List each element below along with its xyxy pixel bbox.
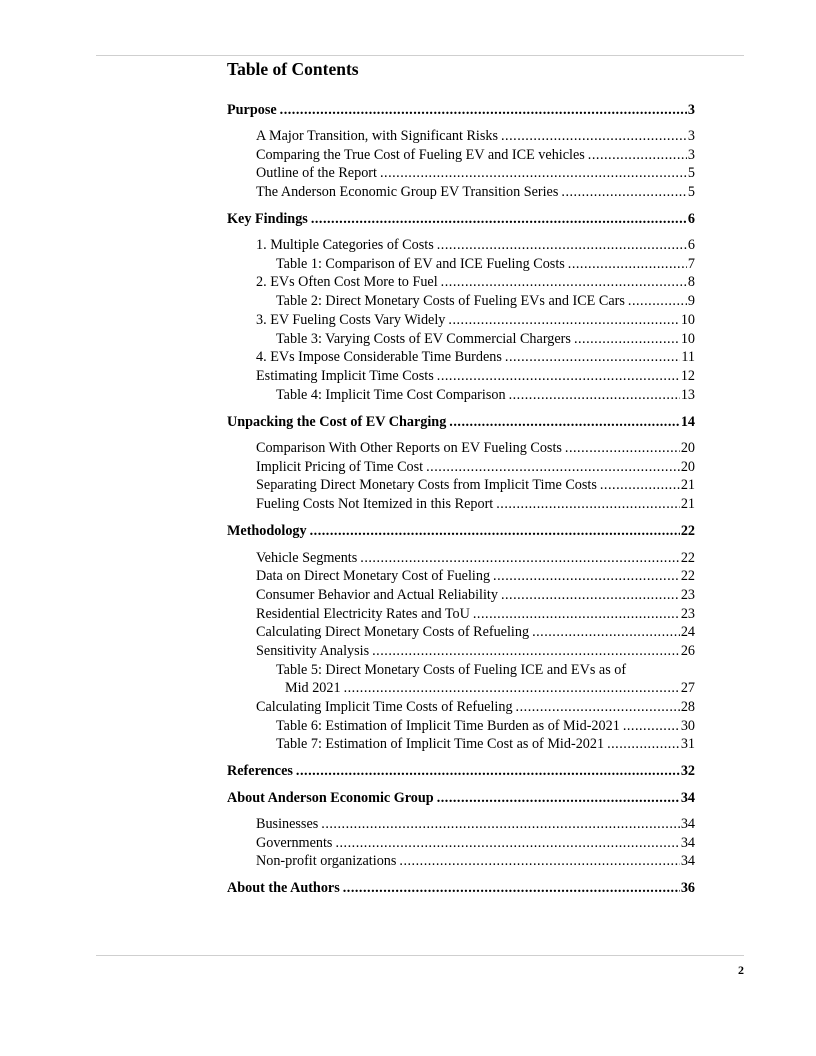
toc-page-number: 22 <box>680 550 695 566</box>
toc-page-number: 21 <box>680 496 695 512</box>
toc-entry[interactable]: Table 1: Comparison of EV and ICE Fueling Costs ..... 7 <box>276 255 695 273</box>
toc-section-purpose[interactable]: Purpose ..... 3 <box>227 101 695 119</box>
toc-page-number: 3 <box>687 128 695 144</box>
toc-entry[interactable]: Estimating Implicit Time Costs ..... 12 <box>256 367 695 385</box>
toc-page-number: 3 <box>687 147 695 163</box>
toc-page-number: 23 <box>680 587 695 603</box>
toc-page-number: 32 <box>680 763 695 779</box>
toc-section-about-aeg[interactable]: About Anderson Economic Group ..... 34 <box>227 789 695 807</box>
toc-section-key-findings[interactable]: Key Findings ..... 6 <box>227 210 695 228</box>
toc-entry[interactable]: A Major Transition, with Significant Risks ..... 3 <box>256 127 695 145</box>
toc-title: Table of Contents <box>227 59 359 79</box>
toc-page-number: 34 <box>680 853 695 869</box>
toc-page-number: 31 <box>680 736 695 752</box>
toc-entry[interactable]: Consumer Behavior and Actual Reliability ..... 23 <box>256 586 695 604</box>
toc-page-number: 13 <box>680 387 695 403</box>
toc-page-number: 8 <box>687 274 695 290</box>
toc-page-number: 20 <box>680 440 695 456</box>
toc-section-unpacking[interactable]: Unpacking the Cost of EV Charging ..... 14 <box>227 413 695 431</box>
toc-page-number: 14 <box>680 414 695 430</box>
toc-page-number: 10 <box>680 331 695 347</box>
toc-page-number: 36 <box>680 880 695 896</box>
toc-entry[interactable]: 4. EVs Impose Considerable Time Burdens ..... 11 <box>256 348 695 366</box>
toc-section-references[interactable]: References ..... 32 <box>227 762 695 780</box>
toc-entry[interactable]: Fueling Costs Not Itemized in this Report ..... 21 <box>256 495 695 513</box>
toc-page-number: 20 <box>680 459 695 475</box>
toc-entry[interactable]: 2. EVs Often Cost More to Fuel ..... 8 <box>256 273 695 291</box>
toc-page-number: 3 <box>687 102 695 118</box>
toc-entry[interactable]: Calculating Direct Monetary Costs of Refueling ..... 24 <box>256 623 695 641</box>
toc-page-number: 5 <box>687 165 695 181</box>
toc-entry[interactable]: 3. EV Fueling Costs Vary Widely ..... 10 <box>256 311 695 329</box>
header-rule <box>96 55 744 56</box>
toc-page-number: 5 <box>687 184 695 200</box>
toc-entry[interactable]: Comparison With Other Reports on EV Fueling Costs ..... 20 <box>256 439 695 457</box>
toc-entry[interactable]: Non-profit organizations ..... 34 <box>256 852 695 870</box>
toc-page-number: 27 <box>680 680 695 696</box>
toc-page-number: 23 <box>680 606 695 622</box>
toc-entry[interactable]: Table 3: Varying Costs of EV Commercial Chargers ..... 10 <box>276 330 695 348</box>
footer-rule <box>96 955 744 956</box>
toc-page-number: 6 <box>687 211 695 227</box>
toc-entry[interactable]: Table 6: Estimation of Implicit Time Burden as of Mid-2021 ..... 30 <box>276 717 695 735</box>
toc-entry[interactable]: The Anderson Economic Group EV Transition Series ..... 5 <box>256 183 695 201</box>
toc-page-number: 22 <box>680 568 695 584</box>
toc-page-number: 11 <box>681 349 695 365</box>
toc-section-about-authors[interactable]: About the Authors ..... 36 <box>227 879 695 897</box>
toc-entry[interactable]: Sensitivity Analysis ..... 26 <box>256 642 695 660</box>
toc-entry[interactable]: Vehicle Segments ..... 22 <box>256 549 695 567</box>
toc-page-number: 6 <box>687 237 695 253</box>
toc-entry[interactable]: Residential Electricity Rates and ToU ..... 23 <box>256 605 695 623</box>
toc-entry[interactable]: Separating Direct Monetary Costs from Implicit Time Costs ..... 21 <box>256 476 695 494</box>
toc-page-number: 34 <box>680 816 695 832</box>
toc-entry[interactable]: Table 4: Implicit Time Cost Comparison ..... 13 <box>276 386 695 404</box>
toc-entry[interactable]: Implicit Pricing of Time Cost ..... 20 <box>256 458 695 476</box>
toc-page-number: 34 <box>680 790 695 806</box>
toc-entry[interactable]: Calculating Implicit Time Costs of Refueling ..... 28 <box>256 698 695 716</box>
toc-page-number: 28 <box>680 699 695 715</box>
toc-entry[interactable]: Table 2: Direct Monetary Costs of Fueling EVs and ICE Cars ..... 9 <box>276 292 695 310</box>
toc-entry[interactable]: Businesses ..... 34 <box>256 815 695 833</box>
toc-page-number: 7 <box>687 256 695 272</box>
toc-section-methodology[interactable]: Methodology ..... 22 <box>227 522 695 540</box>
toc-page-number: 34 <box>680 835 695 851</box>
toc-entry[interactable]: Comparing the True Cost of Fueling EV and ICE vehicles ..... 3 <box>256 146 695 164</box>
toc-entry-continuation[interactable]: Mid 2021 ..... 27 <box>285 679 695 697</box>
toc-entry[interactable]: Table 5: Direct Monetary Costs of Fueling ICE and EVs as of <box>276 662 627 678</box>
toc-entry[interactable]: Governments ..... 34 <box>256 834 695 852</box>
toc-entry[interactable]: Data on Direct Monetary Cost of Fueling ..... 22 <box>256 567 695 585</box>
toc-page-number: 9 <box>687 293 695 309</box>
toc-page-number: 10 <box>680 312 695 328</box>
toc-entry[interactable]: Table 7: Estimation of Implicit Time Cost as of Mid-2021 ..... 31 <box>276 735 695 753</box>
toc-entry[interactable]: Outline of the Report ..... 5 <box>256 164 695 182</box>
toc-page-number: 21 <box>680 477 695 493</box>
toc-page-number: 12 <box>680 368 695 384</box>
toc-page-number: 30 <box>680 718 695 734</box>
toc-page-number: 26 <box>680 643 695 659</box>
toc-entry[interactable]: 1. Multiple Categories of Costs ..... 6 <box>256 236 695 254</box>
toc-page-number: 22 <box>680 523 695 539</box>
page-number: 2 <box>738 963 744 977</box>
toc-page-number: 24 <box>680 624 695 640</box>
